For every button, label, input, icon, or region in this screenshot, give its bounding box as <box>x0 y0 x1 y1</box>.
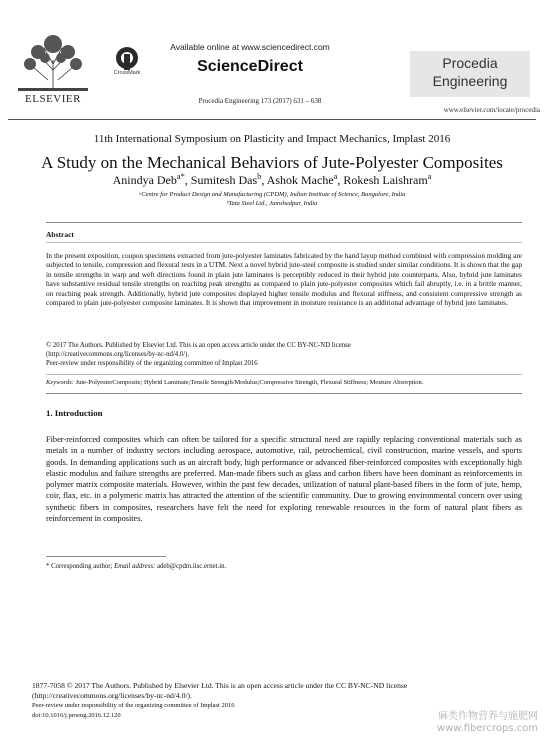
footer-license-link[interactable]: (http://creativecommons.org/licenses/by-nc-nd/4.0/). <box>32 691 192 700</box>
footnote-label: * Corresponding author; <box>46 563 113 570</box>
journal-name-line2: Engineering <box>432 73 508 89</box>
watermark-line2: www.fibercrops.com <box>436 723 538 734</box>
publisher-name: ELSEVIER <box>25 93 81 105</box>
author-affiliation-mark: a* <box>176 172 185 181</box>
peer-review-note: Peer-review under responsibility of the organizing committee of Implast 2016 <box>46 360 258 367</box>
affiliation-b: ᵇTata Steel Ltd., Jamshedpur, India <box>226 200 318 207</box>
platform-name: ScienceDirect <box>197 58 303 75</box>
journal-reference: Procedia Engineering 173 (2017) 631 – 638 <box>198 97 322 105</box>
paper-title: A Study on the Mechanical Behaviors of Jute-Polyester Composites <box>41 153 503 172</box>
author-name: Rokesh Laishram <box>343 173 428 187</box>
keywords-divider <box>46 374 522 375</box>
email-address[interactable]: adeb@cpdm.iisc.ernet.in. <box>156 563 227 570</box>
header-divider <box>8 119 536 120</box>
corresponding-author-footnote <box>46 563 522 570</box>
crossmark-label: CrossMark <box>113 70 141 76</box>
author-affiliation-mark: b <box>257 172 262 181</box>
footer-copyright: 1877-7058 © 2017 The Authors. Published by Elsevier Ltd. This is an open access article under the CC BY-NC-ND license <box>32 681 408 690</box>
footnote-divider <box>46 556 166 557</box>
watermark-line1: 麻类作物营养与施肥网 <box>438 711 538 722</box>
author-name: Anindya Deb <box>112 173 177 187</box>
abstract-heading: Abstract <box>46 230 74 239</box>
abstract-divider <box>46 242 522 243</box>
symposium-name: 11th International Symposium on Plasticity and Impact Mechanics, Implast 2016 <box>93 133 451 145</box>
journal-name-line1: Procedia <box>442 55 498 71</box>
author-affiliation-mark: a <box>333 172 338 181</box>
copyright-notice: © 2017 The Authors. Published by Elsevier Ltd. This is an open access article under the CC BY-NC-ND license <box>46 342 351 349</box>
author-name: Ashok Mache <box>266 173 334 187</box>
email-label: Email address: <box>114 563 156 570</box>
introduction-text: Fiber-reinforced composites which can often be tailored for a specific structural need are rapidly replacing conventional materials such as metals in a number of industry sectors including aerospace, automotive, rail, petrochemical, civil construction, marine vessels, and sports goods. In demanding applications such as an aircraft body, high performance or advanced fiber-reinforced composites with exceptionally high elastic modulus and failure strengths are preferred. Man-made fibers such as glass and carbon fibers have been dominant as reinforcements in polymer matrix composite materials. However, within the past few decades, utilization of natural plant-based fibers in the form of jute, hemp, coir, flax, etc. in a polymeric matrix has attracted the attention of the scientific community. Due to growing environmental concern over using synthetic fibers in composites, researchers have felt the need for exploring renewable resources in the form of natural plant fibers as reinforcement in composites. <box>46 435 522 524</box>
section-divider <box>46 393 522 394</box>
license-link[interactable]: (http://creativecommons.org/licenses/by-nc-nd/4.0/). <box>46 351 190 358</box>
journal-url-link[interactable]: www.elsevier.com/locate/procedia <box>443 106 540 114</box>
affiliation-a: ᵃCentre for Product Design and Manufacturing (CPDM), Indian Institute of Science, Bangalore, India <box>138 191 406 198</box>
introduction-heading: 1. Introduction <box>46 408 103 418</box>
author-affiliation-mark: a <box>427 172 432 181</box>
abstract-text: In the present exposition, coupon specimens extracted from jute-polyester laminates fabricated by the hand layup method combined with compression molding are subjected to tensile, compression and flexural tests in a UTM. Next a novel hybrid jute-steel composite is studied under similar conditions. It is shown that the gap in tensile strengths in warp and weft directions found in plain jute laminates is perceptibly reduced in their hybrid jute counterparts. Also, hybrid jute laminates have substantive residual tensile strengths on reaching peak strengths as compared to plain jute-polyester composites which fail abruptly, i.e. in a brittle manner, on reaching peak strength. Additionally, hybrid jute composites displayed higher tensile modulus and flexural stiffness, and consistent compressive strength as compared to plain jute-polyester composite laminates. It is shown that improvement in moisture resistance is an additional advantage of hybrid jute laminates. <box>46 251 522 308</box>
footer-peer-review: Peer-review under responsibility of the organizing committee of Implast 2016 <box>32 702 235 709</box>
keywords-label: Keywords: <box>46 379 74 386</box>
footer-doi[interactable]: doi:10.1016/j.proeng.2016.12.120 <box>32 712 121 719</box>
site-watermark <box>400 711 538 735</box>
author-list: Anindya Deb$^{a*}$, Sumitesh Das$^b$, Ashok Mache$^a$, Rokesh Laishram$^a$ <box>112 172 432 187</box>
keywords <box>46 379 522 388</box>
author-name: Sumitesh Das <box>190 173 258 187</box>
available-online-text: Available online at www.sciencedirect.com <box>170 42 330 52</box>
title-divider <box>46 222 522 223</box>
keywords-list: Jute-PolyesterComposite; Hybrid Laminate;Tensile Strength/Modulus;Compressive Strength, Flexural Stiffness; Mosture Absorption. <box>75 379 424 386</box>
